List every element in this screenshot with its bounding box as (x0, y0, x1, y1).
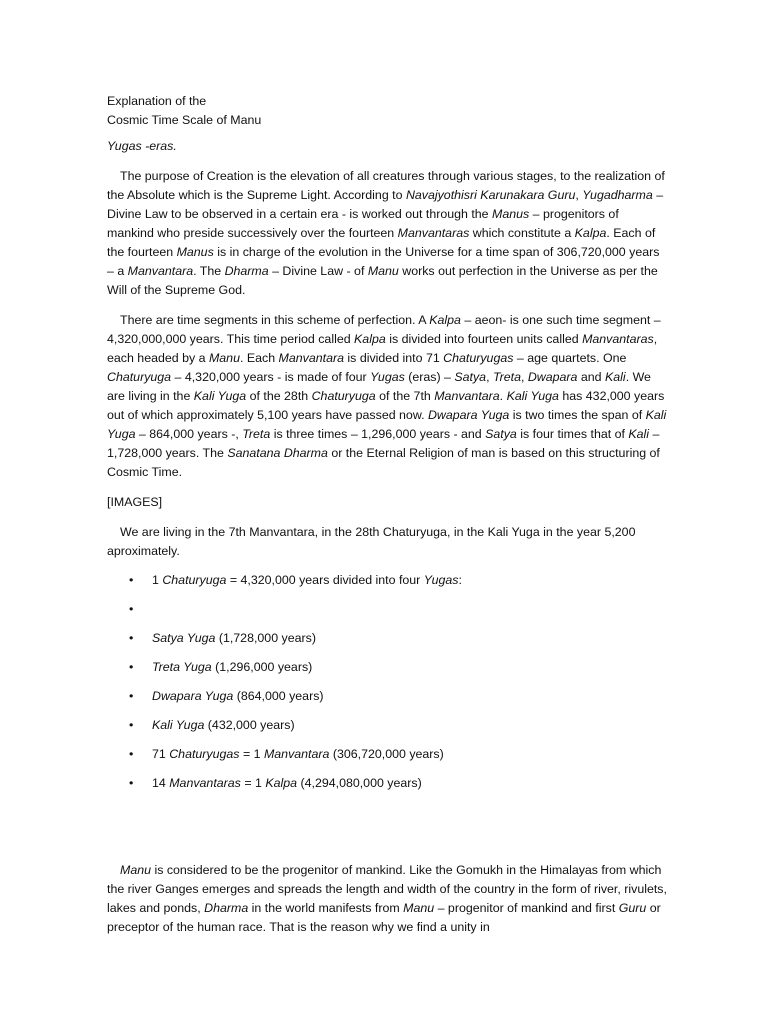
title-line-2: Cosmic Time Scale of Manu (107, 113, 262, 127)
bullet-item (107, 658, 667, 677)
bullet-text-post: (306,720,000 years) (329, 747, 444, 761)
bullet-text-it: Chaturyugas (169, 747, 240, 761)
bullet-item (107, 745, 667, 764)
bullet-text-post: : (458, 573, 462, 587)
bullet-text-mid: (864,000 years) (233, 689, 324, 703)
bullet-dot: • (129, 689, 134, 703)
doc-title (107, 92, 667, 130)
bullet-item (107, 716, 667, 735)
bullet-text-it: Satya Yuga (152, 631, 216, 645)
bullet-item (107, 774, 667, 793)
paragraph-manu: Manu is considered to be the progenitor of mankind. Like the Gomukh in the Himalayas from which the river Ganges emerges and spreads the length and width of the country in the form of river, rivulets, lakes and ponds, Dharma in the world manifests from Manu – progenitor of mankind and first Guru or preceptor of the human race. That is the reason why we find a unity in (107, 863, 667, 934)
bullet-text-pre: 1 (152, 573, 163, 587)
bullet-dot: • (129, 602, 134, 616)
bullet-text-mid: (432,000 years) (204, 718, 295, 732)
bullet-text-post: (4,294,080,000 years) (297, 776, 422, 790)
bullet-dot: • (129, 660, 134, 674)
paragraph-time-segments: There are time segments in this scheme of perfection. A Kalpa – aeon- is one such time segment – 4,320,000,000 years. This time period called Kalpa is divided into fourteen units called Manvantaras, each headed by a Manu. Each Manvantara is divided into 71 Chaturyugas – age quartets. One Chaturyuga – 4,320,000 years - is made of four Yugas (eras) – Satya, Treta, Dwapara and Kali. We are living in the Kali Yuga of the 28th Chaturyuga of the 7th Manvantara. Kali Yuga has 432,000 years out of which approximately 5,100 years have passed now. Dwapara Yuga is two times the span of Kali Yuga – 864,000 years -, Treta is three times – 1,296,000 years - and Satya is four times that of Kali – 1,728,000 years. The Sanatana Dharma or the Eternal Religion of man is based on this structuring of Cosmic Time. (107, 313, 667, 479)
bullet-dot: • (129, 747, 134, 761)
title-line-1: Explanation of the (107, 94, 207, 108)
bullet-item (107, 687, 667, 706)
document-page (107, 92, 667, 937)
bullet-text-mid: (1,728,000 years) (215, 631, 316, 645)
yuga-bullet-list (107, 571, 667, 793)
bullet-text-it2: Manvantara (263, 747, 330, 761)
bullet-text-pre: 14 (152, 776, 170, 790)
bullet-item (107, 600, 667, 619)
bullet-text-mid: = 1 (239, 747, 264, 761)
spacer (107, 803, 667, 850)
bullet-text-mid: = 4,320,000 years divided into four (226, 573, 424, 587)
bullet-text-it: Manvantaras (169, 776, 241, 790)
eras-heading: Yugas -eras. (107, 139, 177, 153)
bullet-dot: • (129, 573, 134, 587)
bullet-dot: • (129, 631, 134, 645)
bullet-text-it: Kali Yuga (152, 718, 205, 732)
bullet-text-it: Treta Yuga (152, 660, 212, 674)
bullet-text-it2: Kalpa (265, 776, 298, 790)
bullet-text-mid: (1,296,000 years) (211, 660, 313, 674)
bullet-text-it: Dwapara Yuga (152, 689, 234, 703)
bullet-dot: • (129, 776, 134, 790)
bullet-item (107, 629, 667, 648)
bullet-text-it: Chaturyuga (162, 573, 227, 587)
paragraph-purpose: The purpose of Creation is the elevation of all creatures through various stages, to the realization of the Absolute which is the Supreme Light. According to Navajyothisri Karunakara Guru, Yugadharma – Divine Law to be observed in a certain era - is worked out through the Manus – progenitors of mankind who preside successively over the fourteen Manvantaras which constitute a Kalpa. Each of the fourteen Manus is in charge of the evolution in the Universe for a time span of 306,720,000 years – a Manvantara. The Dharma – Divine Law - of Manu works out perfection in the Universe as per the Will of the Supreme God. (107, 169, 665, 297)
bullet-text-it2: Yugas (423, 573, 459, 587)
bullet-dot: • (129, 718, 134, 732)
bullet-text-mid: = 1 (240, 776, 266, 790)
paragraph-living: We are living in the 7th Manvantara, in the 28th Chaturyuga, in the Kali Yuga in the year 5,200 aproximately. (107, 525, 636, 558)
bullet-item (107, 571, 667, 590)
images-placeholder: [IMAGES] (107, 495, 163, 509)
bullet-text-pre: 71 (152, 747, 170, 761)
